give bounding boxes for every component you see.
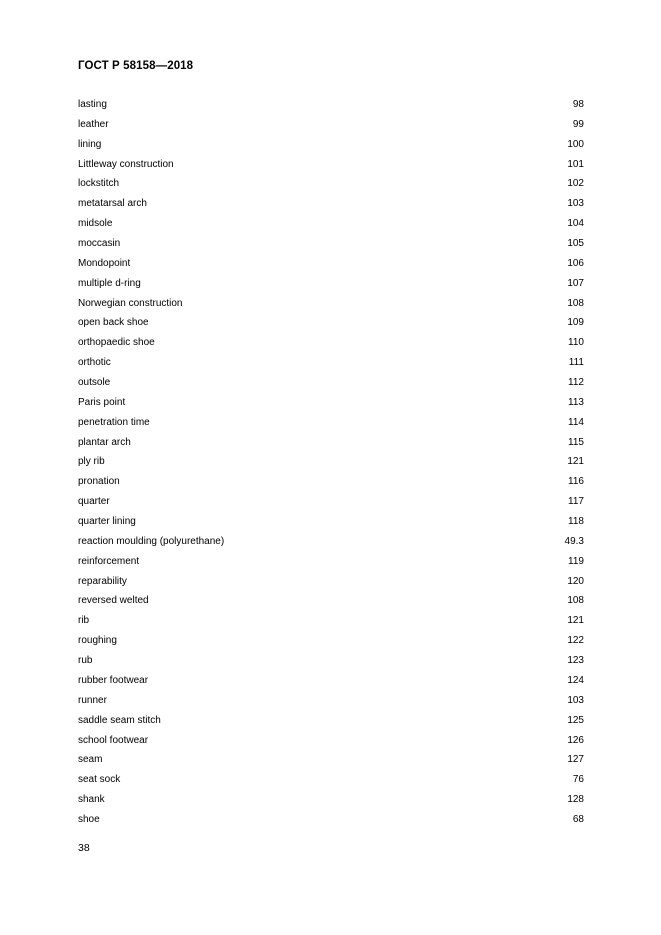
index-term: shoe xyxy=(78,813,100,825)
index-term-number: 98 xyxy=(572,99,584,110)
index-term-number: 118 xyxy=(568,516,584,528)
index-term-number: 121 xyxy=(567,456,584,468)
index-term-number: 120 xyxy=(567,575,584,587)
index-term-number: 106 xyxy=(567,257,584,269)
index-entry-row xyxy=(78,413,584,433)
index-term-number: 107 xyxy=(567,277,584,289)
index-entry-row xyxy=(78,274,584,294)
index-term-number: 76 xyxy=(572,774,584,786)
index-term: school footwear xyxy=(78,734,149,746)
index-term-number: 114 xyxy=(568,416,584,428)
index-term-number: 119 xyxy=(568,555,584,567)
index-term-number: 105 xyxy=(567,238,584,250)
index-entry-row xyxy=(78,155,584,175)
index-term: rib xyxy=(78,615,90,627)
index-term: plantar arch xyxy=(78,436,131,448)
index-entry-row xyxy=(78,711,584,731)
index-term-number: 122 xyxy=(567,635,584,647)
index-term: lasting xyxy=(78,99,107,110)
index-term-number: 108 xyxy=(567,297,584,309)
index-entry-row xyxy=(78,810,584,830)
index-entry-row xyxy=(78,731,584,751)
index-term-number: 108 xyxy=(567,595,584,607)
index-entry-row xyxy=(78,532,584,552)
index-term: quarter xyxy=(78,496,110,508)
index-term: runner xyxy=(78,694,107,706)
index-term-number: 126 xyxy=(567,734,584,746)
index-term: metatarsal arch xyxy=(78,198,147,210)
index-term-number: 123 xyxy=(567,655,584,667)
index-term: lining xyxy=(78,138,102,150)
index-entry-row xyxy=(78,671,584,691)
index-term: Paris point xyxy=(78,396,126,408)
index-term-number: 103 xyxy=(567,694,584,706)
index-term: seat sock xyxy=(78,774,121,786)
index-term-number: 117 xyxy=(568,496,584,508)
index-term: reparability xyxy=(78,575,127,587)
index-term-number: 99 xyxy=(572,118,584,130)
index-entry-row xyxy=(78,254,584,274)
index-term: penetration time xyxy=(78,416,150,428)
index-entry-row xyxy=(78,234,584,254)
index-entry-row xyxy=(78,651,584,671)
index-entry-row xyxy=(78,790,584,810)
index-entry-row xyxy=(78,472,584,492)
page-number: 38 xyxy=(78,842,90,854)
index-entry-row xyxy=(78,452,584,472)
index-term: midsole xyxy=(78,218,113,230)
index-entry-row xyxy=(78,433,584,453)
index-term-number: 102 xyxy=(567,178,584,190)
index-term-number: 109 xyxy=(567,317,584,329)
index-entry-row xyxy=(78,572,584,592)
index-term: leather xyxy=(78,118,109,130)
index-term-number: 115 xyxy=(568,436,584,448)
index-term: outsole xyxy=(78,377,111,389)
index-term: quarter lining xyxy=(78,516,136,528)
index-entry-row xyxy=(78,214,584,234)
index-term: saddle seam stitch xyxy=(78,714,161,726)
index-term: shank xyxy=(78,794,105,806)
index-entry-row xyxy=(78,631,584,651)
index-term: rubber footwear xyxy=(78,674,149,686)
index-entry-row xyxy=(78,135,584,155)
index-term: multiple d-ring xyxy=(78,277,141,289)
index-entry-row xyxy=(78,393,584,413)
index-entry-row xyxy=(78,174,584,194)
index-entry-row xyxy=(78,770,584,790)
index-term-number: 116 xyxy=(568,476,584,488)
index-term-number: 113 xyxy=(568,396,584,408)
index-term: lockstitch xyxy=(78,178,120,190)
document-code-header: ГОСТ Р 58158—2018 xyxy=(78,60,194,72)
index-entry-row xyxy=(78,750,584,770)
index-entry-row xyxy=(78,333,584,353)
index-term-number: 49.3 xyxy=(564,535,584,547)
index-term: Mondopoint xyxy=(78,257,131,269)
index-term-number: 101 xyxy=(567,158,584,170)
index-entry-row xyxy=(78,691,584,711)
index-entry-row xyxy=(78,115,584,135)
index-term-number: 100 xyxy=(567,138,584,150)
index-term: Norwegian construction xyxy=(78,297,183,309)
index-term: rub xyxy=(78,655,93,667)
index-term: Littleway construction xyxy=(78,158,174,170)
index-entry-row xyxy=(78,492,584,512)
index-term: reaction moulding (polyurethane) xyxy=(78,535,225,547)
index-term-number: 111 xyxy=(568,357,584,369)
index-term: reinforcement xyxy=(78,555,140,567)
index-entry-row xyxy=(78,373,584,393)
index-term-number: 125 xyxy=(567,714,584,726)
index-term: reversed welted xyxy=(78,595,149,607)
index-term: orthotic xyxy=(78,357,111,369)
index-entry-row xyxy=(78,313,584,333)
index-term-number: 124 xyxy=(567,674,584,686)
index-term-number: 104 xyxy=(567,218,584,230)
index-entry-row xyxy=(78,591,584,611)
index-term-number: 121 xyxy=(567,615,584,627)
index-term-number: 127 xyxy=(567,754,584,766)
index-term: open back shoe xyxy=(78,317,149,329)
index-entry-row xyxy=(78,552,584,572)
index-term-number: 68 xyxy=(572,813,584,825)
index-term: roughing xyxy=(78,635,117,647)
index-entry-row xyxy=(78,611,584,631)
index-entry-row xyxy=(78,194,584,214)
index-term: pronation xyxy=(78,476,120,488)
index-term: ply rib xyxy=(78,456,105,468)
index-term-number: 128 xyxy=(567,794,584,806)
index-entry-row xyxy=(78,353,584,373)
index-term-number: 103 xyxy=(567,198,584,210)
index-term: seam xyxy=(78,754,103,766)
index-term-number: 112 xyxy=(568,377,584,389)
index-term: orthopaedic shoe xyxy=(78,337,155,349)
index-entry-row xyxy=(78,294,584,314)
index-term-number: 110 xyxy=(568,337,584,349)
index-entry-row xyxy=(78,512,584,532)
index-entry-row xyxy=(78,95,584,115)
index-term: moccasin xyxy=(78,238,121,250)
term-index-list xyxy=(78,95,584,830)
